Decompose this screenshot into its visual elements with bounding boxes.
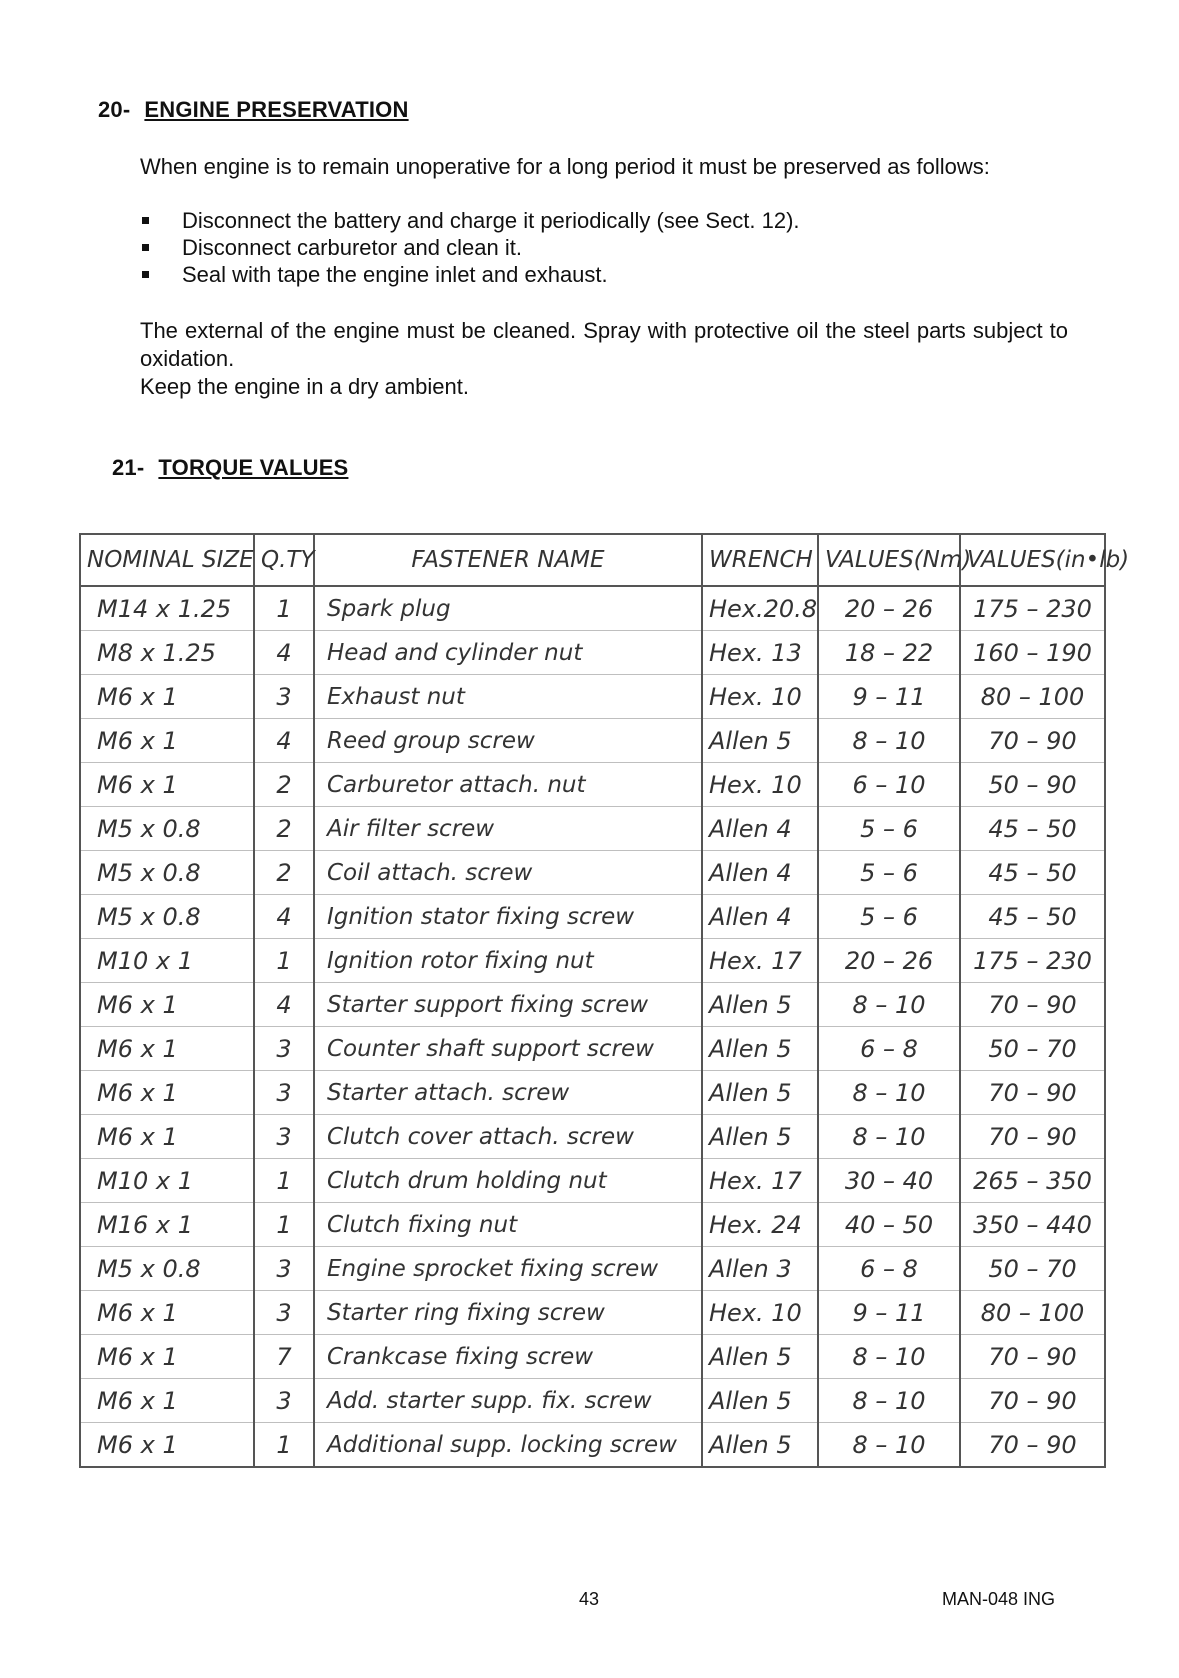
cell-size: M6 x 1: [80, 983, 254, 1027]
cell-inlb: 160 – 190: [960, 631, 1105, 675]
table-row: [80, 939, 1105, 983]
section-21-number: 21-: [112, 455, 145, 480]
cell-inlb: 175 – 230: [960, 586, 1105, 631]
table-row: [80, 1423, 1105, 1468]
cell-name: Air filter screw: [314, 807, 702, 851]
cell-nm: 5 – 6: [818, 851, 960, 895]
cell-wrench: Hex. 10: [702, 763, 818, 807]
header-fastener-name: FASTENER NAME: [314, 534, 702, 586]
cell-size: M16 x 1: [80, 1203, 254, 1247]
cell-qty: 1: [254, 1159, 314, 1203]
cell-nm: 40 – 50: [818, 1203, 960, 1247]
cell-wrench: Allen 5: [702, 1071, 818, 1115]
cell-size: M10 x 1: [80, 1159, 254, 1203]
cell-qty: 4: [254, 719, 314, 763]
cell-qty: 3: [254, 1247, 314, 1291]
cell-size: M6 x 1: [80, 1027, 254, 1071]
cell-name: Starter ring fixing screw: [314, 1291, 702, 1335]
table-row: [80, 1159, 1105, 1203]
table-row: [80, 1335, 1105, 1379]
cell-size: M6 x 1: [80, 1423, 254, 1468]
cell-size: M5 x 0.8: [80, 851, 254, 895]
section-20-number: 20-: [98, 97, 131, 122]
cell-nm: 5 – 6: [818, 807, 960, 851]
table-row: [80, 1379, 1105, 1423]
table-row: [80, 631, 1105, 675]
cell-wrench: Allen 5: [702, 1115, 818, 1159]
cell-name: Clutch cover attach. screw: [314, 1115, 702, 1159]
cell-name: Starter support fixing screw: [314, 983, 702, 1027]
header-wrench: WRENCH: [702, 534, 818, 586]
cell-qty: 2: [254, 763, 314, 807]
cell-wrench: Allen 5: [702, 1027, 818, 1071]
cell-nm: 6 – 8: [818, 1247, 960, 1291]
cleaning-paragraph: The external of the engine must be cleaned. Spray with protective oil the steel parts subject to oxidation.: [140, 318, 1068, 371]
table-row: [80, 1071, 1105, 1115]
cell-wrench: Allen 5: [702, 1379, 818, 1423]
cell-name: Additional supp. locking screw: [314, 1423, 702, 1468]
cell-wrench: Hex. 17: [702, 1159, 818, 1203]
table-row: [80, 1247, 1105, 1291]
cell-inlb: 70 – 90: [960, 719, 1105, 763]
section-21-title: TORQUE VALUES: [158, 455, 349, 480]
table-row: [80, 851, 1105, 895]
cell-wrench: Allen 4: [702, 895, 818, 939]
cell-nm: 9 – 11: [818, 1291, 960, 1335]
cell-size: M6 x 1: [80, 1115, 254, 1159]
cell-name: Counter shaft support screw: [314, 1027, 702, 1071]
cell-name: Exhaust nut: [314, 675, 702, 719]
cell-wrench: Hex.20.8: [702, 586, 818, 631]
cell-name: Reed group screw: [314, 719, 702, 763]
cell-size: M6 x 1: [80, 1071, 254, 1115]
cell-size: M10 x 1: [80, 939, 254, 983]
cell-nm: 8 – 10: [818, 1115, 960, 1159]
cell-inlb: 70 – 90: [960, 983, 1105, 1027]
table-row: [80, 675, 1105, 719]
cell-inlb: 50 – 70: [960, 1027, 1105, 1071]
cell-qty: 4: [254, 631, 314, 675]
cell-qty: 1: [254, 939, 314, 983]
cell-qty: 1: [254, 1203, 314, 1247]
cell-size: M5 x 0.8: [80, 895, 254, 939]
cell-inlb: 70 – 90: [960, 1423, 1105, 1468]
section-21-heading: [112, 455, 348, 481]
cell-nm: 6 – 8: [818, 1027, 960, 1071]
cell-inlb: 50 – 70: [960, 1247, 1105, 1291]
cell-qty: 3: [254, 675, 314, 719]
header-nominal-size: NOMINAL SIZE: [80, 534, 254, 586]
cell-nm: 30 – 40: [818, 1159, 960, 1203]
cell-name: Carburetor attach. nut: [314, 763, 702, 807]
cell-qty: 3: [254, 1027, 314, 1071]
cell-wrench: Hex. 17: [702, 939, 818, 983]
cell-name: Clutch drum holding nut: [314, 1159, 702, 1203]
cell-inlb: 175 – 230: [960, 939, 1105, 983]
cell-nm: 6 – 10: [818, 763, 960, 807]
table-row: [80, 1291, 1105, 1335]
cell-name: Crankcase fixing screw: [314, 1335, 702, 1379]
cell-inlb: 50 – 90: [960, 763, 1105, 807]
list-item: Seal with tape the engine inlet and exhaust.: [140, 261, 800, 288]
preservation-intro: When engine is to remain unoperative for a long period it must be preserved as follows:: [140, 154, 990, 179]
list-item: Disconnect carburetor and clean it.: [140, 234, 800, 261]
cell-wrench: Allen 5: [702, 1423, 818, 1468]
cell-inlb: 70 – 90: [960, 1115, 1105, 1159]
cell-nm: 20 – 26: [818, 939, 960, 983]
document-code: MAN-048 ING: [942, 1589, 1056, 1609]
cell-nm: 9 – 11: [818, 675, 960, 719]
torque-table-body: [80, 586, 1105, 1467]
cell-nm: 8 – 10: [818, 1071, 960, 1115]
cell-inlb: 70 – 90: [960, 1335, 1105, 1379]
list-item: Disconnect the battery and charge it periodically (see Sect. 12).: [140, 207, 800, 234]
cell-wrench: Allen 5: [702, 1335, 818, 1379]
cell-inlb: 265 – 350: [960, 1159, 1105, 1203]
cell-nm: 18 – 22: [818, 631, 960, 675]
cell-qty: 1: [254, 586, 314, 631]
table-row: [80, 1115, 1105, 1159]
cell-name: Head and cylinder nut: [314, 631, 702, 675]
dry-ambient-paragraph: Keep the engine in a dry ambient.: [140, 374, 470, 399]
cell-size: M5 x 0.8: [80, 807, 254, 851]
cell-wrench: Allen 4: [702, 851, 818, 895]
cell-qty: 3: [254, 1379, 314, 1423]
cell-nm: 8 – 10: [818, 1423, 960, 1468]
cell-name: Engine sprocket fixing screw: [314, 1247, 702, 1291]
section-20-title: ENGINE PRESERVATION: [144, 97, 409, 122]
torque-values-table: [79, 533, 1130, 1468]
preservation-steps-list: [140, 207, 800, 288]
cell-qty: 7: [254, 1335, 314, 1379]
cell-name: Ignition stator fixing screw: [314, 895, 702, 939]
table-row: [80, 1203, 1105, 1247]
cell-qty: 3: [254, 1071, 314, 1115]
cell-inlb: 45 – 50: [960, 807, 1105, 851]
cell-size: M6 x 1: [80, 1379, 254, 1423]
cell-name: Coil attach. screw: [314, 851, 702, 895]
header-values-nm: VALUES(Nm): [818, 534, 960, 586]
table-row: [80, 895, 1105, 939]
cell-qty: 3: [254, 1115, 314, 1159]
cell-nm: 8 – 10: [818, 1335, 960, 1379]
cell-inlb: 70 – 90: [960, 1379, 1105, 1423]
cell-size: M6 x 1: [80, 675, 254, 719]
cell-wrench: Hex. 10: [702, 675, 818, 719]
cell-nm: 20 – 26: [818, 586, 960, 631]
cell-inlb: 80 – 100: [960, 675, 1105, 719]
cell-wrench: Allen 4: [702, 807, 818, 851]
cell-wrench: Allen 5: [702, 983, 818, 1027]
cell-inlb: 45 – 50: [960, 851, 1105, 895]
table-row: [80, 983, 1105, 1027]
cell-wrench: Hex. 24: [702, 1203, 818, 1247]
cell-nm: 8 – 10: [818, 983, 960, 1027]
header-qty: Q.TY: [254, 534, 314, 586]
cell-nm: 8 – 10: [818, 1379, 960, 1423]
cell-nm: 5 – 6: [818, 895, 960, 939]
cell-inlb: 80 – 100: [960, 1291, 1105, 1335]
cell-wrench: Hex. 13: [702, 631, 818, 675]
cell-name: Spark plug: [314, 586, 702, 631]
header-values-inlb: VALUES(in•lb): [960, 534, 1105, 586]
cell-wrench: Hex. 10: [702, 1291, 818, 1335]
table-row: [80, 1027, 1105, 1071]
cell-size: M5 x 0.8: [80, 1247, 254, 1291]
cell-inlb: 70 – 90: [960, 1071, 1105, 1115]
cell-wrench: Allen 5: [702, 719, 818, 763]
section-20-heading: [98, 97, 409, 123]
cell-wrench: Allen 3: [702, 1247, 818, 1291]
table-header-row: [80, 534, 1105, 586]
cell-name: Starter attach. screw: [314, 1071, 702, 1115]
cell-inlb: 350 – 440: [960, 1203, 1105, 1247]
cell-size: M6 x 1: [80, 1291, 254, 1335]
cell-name: Clutch fixing nut: [314, 1203, 702, 1247]
cell-inlb: 45 – 50: [960, 895, 1105, 939]
cell-qty: 2: [254, 851, 314, 895]
table-row: [80, 807, 1105, 851]
cell-size: M14 x 1.25: [80, 586, 254, 631]
page-number: 43: [579, 1589, 600, 1609]
cell-size: M6 x 1: [80, 719, 254, 763]
table-row: [80, 586, 1105, 631]
cell-qty: 4: [254, 895, 314, 939]
cell-name: Add. starter supp. fix. screw: [314, 1379, 702, 1423]
cell-qty: 2: [254, 807, 314, 851]
cell-size: M6 x 1: [80, 763, 254, 807]
cell-size: M8 x 1.25: [80, 631, 254, 675]
cell-size: M6 x 1: [80, 1335, 254, 1379]
table-row: [80, 763, 1105, 807]
cell-qty: 4: [254, 983, 314, 1027]
cell-qty: 1: [254, 1423, 314, 1468]
cell-name: Ignition rotor fixing nut: [314, 939, 702, 983]
cell-qty: 3: [254, 1291, 314, 1335]
table-row: [80, 719, 1105, 763]
cell-nm: 8 – 10: [818, 719, 960, 763]
